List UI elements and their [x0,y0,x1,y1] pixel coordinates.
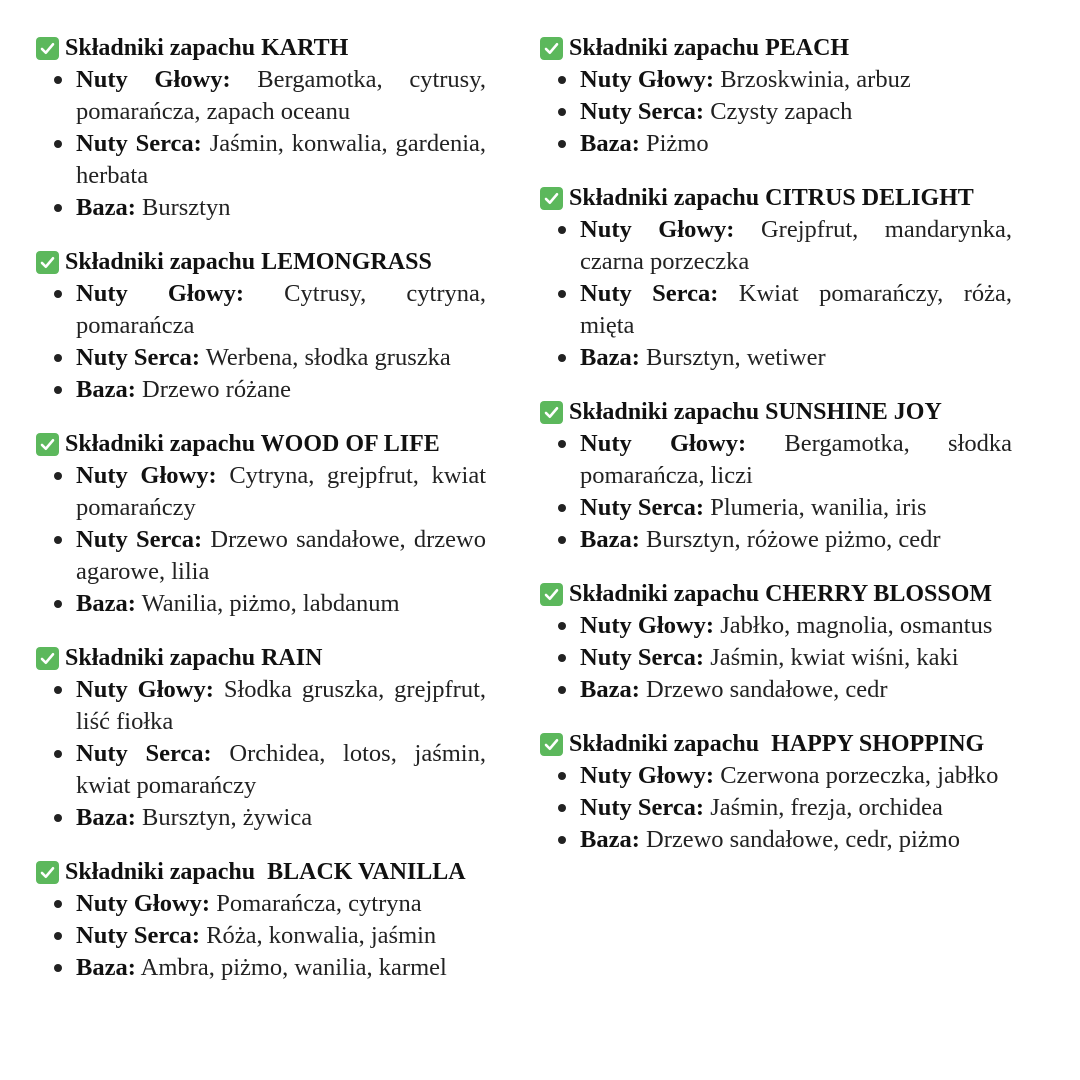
notes-list [540,64,1012,160]
notes-list [36,888,486,984]
section-title: Składniki zapachu BLACK VANILLA [65,859,466,885]
left-column [36,32,486,1006]
note-label: Nuty Serca: [580,280,719,307]
note-label: Nuty Serca: [76,526,203,553]
note-value: Ambra, piżmo, wanilia, karmel [140,954,447,981]
section-title: Składniki zapachu LEMONGRASS [65,249,432,275]
section-title: Składniki zapachu CHERRY BLOSSOM [569,581,993,607]
note-top [540,760,1012,792]
section-title: Składniki zapachu WOOD OF LIFE [65,431,440,457]
note-label: Baza: [76,194,136,221]
note-base [540,342,1012,374]
note-heart [540,96,1012,128]
note-value: Werbena, słodka gruszka [205,344,451,371]
check-mark-icon [36,37,59,60]
note-top [36,888,486,920]
section-title: Składniki zapachu KARTH [65,35,349,61]
note-label: Nuty Głowy: [580,66,715,93]
note-heart [36,524,486,588]
note-label: Nuty Głowy: [76,280,245,307]
note-label: Baza: [76,376,136,403]
note-value: Drzewo różane [142,376,291,403]
check-mark-icon [540,401,563,424]
note-label: Baza: [76,954,136,981]
note-value: Cytrusy, cytryna, pomarańcza [76,280,486,339]
note-label: Baza: [580,826,640,853]
note-label: Nuty Głowy: [580,216,735,243]
section-title: Składniki zapachu CITRUS DELIGHT [569,185,974,211]
note-label: Nuty Serca: [76,740,212,767]
note-heart [540,492,1012,524]
note-value: Grejpfrut, mandarynka, czarna porzeczka [580,216,1012,275]
note-heart [36,920,486,952]
note-top [36,674,486,738]
notes-list [540,428,1012,556]
note-value: Piżmo [646,130,709,157]
note-label: Baza: [580,526,640,553]
note-value: Słodka gruszka, grejpfrut, liść fiołka [76,676,487,735]
notes-list [36,674,486,834]
note-label: Nuty Serca: [76,344,201,371]
note-value: Jaśmin, frezja, orchidea [710,794,943,821]
note-heart [36,342,486,374]
note-value: Bursztyn, żywica [142,804,313,831]
note-label: Nuty Głowy: [580,762,715,789]
note-heart [540,792,1012,824]
note-label: Nuty Serca: [580,494,705,521]
note-label: Nuty Głowy: [580,430,747,457]
note-top [540,64,1012,96]
scent-section-peach [540,32,1012,160]
note-top [540,610,1012,642]
note-value: Drzewo sandałowe, drzewo agarowe, lilia [76,526,486,585]
scent-section-cherry-blossom [540,578,1012,706]
section-title: Składniki zapachu SUNSHINE JOY [569,399,942,425]
note-top [36,460,486,524]
note-base [36,952,486,984]
notes-list [36,64,486,224]
scent-section-black-vanilla [36,856,486,984]
note-value: Bergamotka, cytrusy, pomarańcza, zapach oceanu [76,66,486,125]
notes-list [540,214,1012,374]
check-mark-icon [36,647,59,670]
note-value: Pomarańcza, cytryna [216,890,422,917]
note-value: Bursztyn, wetiwer [646,344,826,371]
section-title: Składniki zapachu PEACH [569,35,850,61]
note-value: Bursztyn [142,194,231,221]
note-value: Cytryna, grejpfrut, kwiat pomarańczy [76,462,486,521]
note-value: Brzoskwinia, arbuz [720,66,911,93]
scent-section-karth [36,32,486,224]
note-value: Jaśmin, konwalia, gardenia, herbata [76,130,486,189]
note-heart [36,738,486,802]
note-label: Baza: [580,676,640,703]
note-label: Baza: [76,590,136,617]
note-heart [540,278,1012,342]
note-label: Nuty Głowy: [76,66,231,93]
note-base [36,192,486,224]
note-value: Orchidea, lotos, jaśmin, kwiat pomarańczy [76,740,486,799]
note-label: Nuty Serca: [76,130,202,157]
check-mark-icon [540,37,563,60]
note-heart [36,128,486,192]
scent-section-rain [36,642,486,834]
note-label: Nuty Serca: [580,98,705,125]
note-label: Nuty Głowy: [76,676,214,703]
note-label: Baza: [580,344,640,371]
check-mark-icon [540,583,563,606]
note-value: Drzewo sandałowe, cedr [646,676,888,703]
note-value: Czerwona porzeczka, jabłko [720,762,999,789]
notes-list [540,760,1012,856]
check-mark-icon [540,187,563,210]
scent-section-lemongrass [36,246,486,406]
note-value: Czysty zapach [710,98,853,125]
note-base [36,802,486,834]
note-label: Nuty Serca: [580,644,705,671]
check-mark-icon [36,861,59,884]
note-top [540,214,1012,278]
section-title: Składniki zapachu HAPPY SHOPPING [569,731,985,757]
note-value: Jaśmin, kwiat wiśni, kaki [710,644,959,671]
note-base [36,374,486,406]
note-label: Nuty Serca: [76,922,201,949]
note-value: Bursztyn, różowe piżmo, cedr [646,526,941,553]
notes-list [540,610,1012,706]
note-base [540,674,1012,706]
note-top [540,428,1012,492]
note-label: Nuty Głowy: [76,462,217,489]
note-top [36,64,486,128]
note-label: Baza: [76,804,136,831]
check-mark-icon [36,433,59,456]
note-value: Wanilia, piżmo, labdanum [141,590,400,617]
notes-list [36,460,486,620]
note-label: Nuty Głowy: [580,612,715,639]
scent-section-sunshine-joy [540,396,1012,556]
note-base [540,524,1012,556]
note-value: Róża, konwalia, jaśmin [206,922,437,949]
check-mark-icon [540,733,563,756]
note-value: Bergamotka, słodka pomarańcza, liczi [580,430,1012,489]
note-value: Drzewo sandałowe, cedr, piżmo [646,826,960,853]
note-heart [540,642,1012,674]
note-label: Baza: [580,130,640,157]
note-base [36,588,486,620]
notes-list [36,278,486,406]
section-title: Składniki zapachu RAIN [65,645,323,671]
note-value: Jabłko, magnolia, osmantus [720,612,993,639]
note-base [540,824,1012,856]
check-mark-icon [36,251,59,274]
note-base [540,128,1012,160]
note-top [36,278,486,342]
scent-section-happy-shopping [540,728,1012,856]
note-label: Nuty Serca: [580,794,705,821]
scent-section-citrus-delight [540,182,1012,374]
note-label: Nuty Głowy: [76,890,211,917]
note-value: Kwiat pomarańczy, róża, mięta [580,280,1013,339]
scent-section-wood-of-life [36,428,486,620]
note-value: Plumeria, wanilia, iris [710,494,927,521]
right-column [540,32,1012,878]
